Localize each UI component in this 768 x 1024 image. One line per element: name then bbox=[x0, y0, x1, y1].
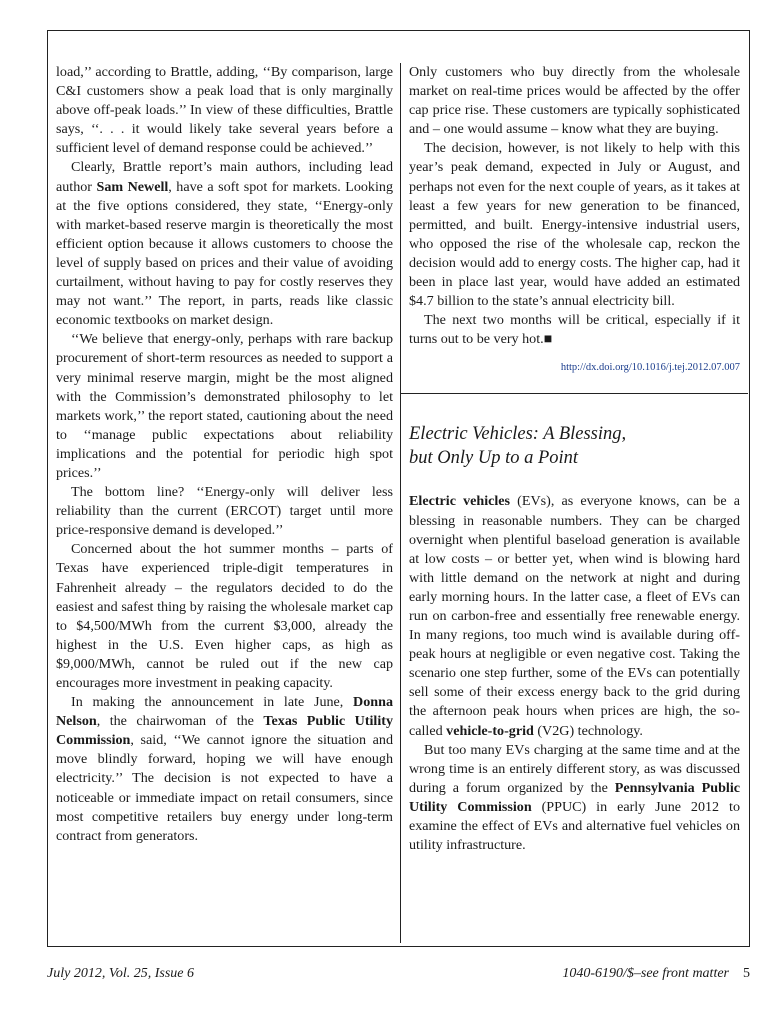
text-run: In making the announcement in late June, bbox=[71, 694, 354, 711]
paragraph bbox=[56, 483, 393, 540]
footer-issn: 1040-6190/$–see front matter bbox=[562, 966, 729, 981]
right-column bbox=[409, 63, 740, 855]
bold-text: Sam Newell bbox=[96, 178, 169, 195]
paragraph bbox=[409, 139, 740, 311]
text-run: (V2G) technology. bbox=[533, 722, 643, 739]
paragraph bbox=[56, 158, 393, 330]
left-column bbox=[56, 63, 393, 846]
section-title-line2: but Only Up to a Point bbox=[409, 448, 579, 469]
paragraph bbox=[409, 63, 740, 139]
footer-issue: July 2012, Vol. 25, Issue 6 bbox=[47, 966, 194, 981]
page-number: 5 bbox=[743, 966, 750, 981]
section-title-line1: Electric Vehicles: A Blessing, bbox=[409, 424, 627, 445]
bold-text: Donna Nelson bbox=[56, 694, 393, 730]
paragraph bbox=[409, 492, 740, 740]
right-column-top bbox=[409, 63, 740, 349]
bold-text: vehicle-to-grid bbox=[446, 722, 534, 739]
text-run: The bottom line? ‘‘Energy-only will deliver less reliability than the current (ERCOT) target until more price-responsive demand is developed.’’ bbox=[56, 484, 393, 539]
bold-text: Pennsylvania Public Utility Commission bbox=[409, 779, 740, 815]
text-run: (PPUC) in early June 2012 to examine the effect of EVs and alternative fuel vehicles on utility infrastructure. bbox=[409, 798, 740, 854]
bold-text: Electric vehicles bbox=[409, 493, 511, 510]
text-run: ■ bbox=[543, 331, 553, 348]
text-run: , the chairwoman of the bbox=[96, 713, 264, 730]
text-run: ‘‘We believe that energy-only, perhaps with rare backup procurement of short-term resources as needed to support a very minimal reserve margin, might be the most aligned with the Commission’s demonstrated philosophy to let markets work,’’ the report stated, cautioning about the need to ‘‘manage public expectations about reliability implications and the potential for periodic high spot prices.’’ bbox=[56, 331, 393, 481]
column-divider bbox=[400, 63, 401, 943]
paragraph bbox=[56, 540, 393, 693]
bold-text: Texas Public Utility Commission bbox=[56, 713, 393, 749]
page-frame bbox=[47, 30, 750, 947]
text-run: , have a soft spot for markets. Looking at the five options considered, they state, ‘‘Energy-only with market-based reserve margin is theoretically the most efficient option because it allows customers to choose the level of supply based on prices and their value of avoiding curtailment, without having to pay for costly reserves they may not want.’’ The report, in parts, reads like classic economic textbooks on market design. bbox=[56, 178, 393, 329]
text-run: The decision, however, is not likely to help with this year’s peak demand, expected in July or August, and perhaps not even for the next couple of years, as it takes at least a few years for new generation to be financed, permitted, and built. Energy-intensive industrial users, who opposed the rise of the wholesale cap, reckon the decision would add to energy costs. The higher cap, had it been in place last year, would have added an estimated $4.7 billion to the state’s annual electricity bill. bbox=[409, 140, 740, 310]
paragraph bbox=[56, 330, 393, 483]
text-run: (EVs), as everyone knows, can be a blessing in reasonable numbers. They can be charged overnight when plentiful baseload generation is available at low costs – or better yet, when wind is blowing hard with little demand on the network at night and during early morning hours. In the latter case, a fleet of EVs can run on carbon-free and essentially free renewable energy. In many regions, too much wind is available during off-peak hours at negligible or even negative cost. Taking the scenario one step further, some of the EVs can potentially sell some of their excess energy back to the grid during the afternoon peak hours when prices are high, the so-called bbox=[409, 493, 740, 739]
text-run: The next two months will be critical, especially if it turns out to be very hot. bbox=[409, 312, 740, 348]
doi-link[interactable]: http://dx.doi.org/10.1016/j.tej.2012.07.007 bbox=[560, 362, 740, 374]
text-run: But too many EVs charging at the same time and at the wrong time is an entirely different story, as was discussed during a forum organized by the bbox=[409, 741, 740, 796]
footer-right bbox=[562, 966, 750, 982]
text-run: Only customers who buy directly from the wholesale market on real-time prices would be affected by the offer cap price rise. These customers are typically sophisticated and – one would assume – know what they are buying. bbox=[409, 64, 740, 138]
paragraph bbox=[409, 311, 740, 349]
paragraph bbox=[56, 63, 393, 158]
paragraph bbox=[409, 741, 740, 856]
text-run: Concerned about the hot summer months – parts of Texas have experienced triple-digit temperatures in Fahrenheit already – the regulators decided to do the easiest and safest thing by raising the wholesale market cap to $4,500/MWh from the current $3,000, already the highest in the U.S. Even higher caps, as high as $9,000/MWh, cannot be ruled out if the new cap encourages more investment in peaking capacity. bbox=[56, 541, 393, 691]
text-run: load,’’ according to Brattle, adding, ‘‘By comparison, large C&I customers show a peak load that is only marginally above off-peak loads.’’ In view of these difficulties, Brattle says, ‘‘. . . it would likely take several years before a sufficient level of demand response could be achieved.’’ bbox=[56, 64, 393, 157]
section-divider bbox=[401, 393, 748, 394]
text-run: Clearly, Brattle report’s main authors, including lead author bbox=[56, 159, 393, 195]
right-column-bottom bbox=[409, 492, 740, 855]
section-title bbox=[409, 422, 740, 470]
text-run: , said, ‘‘We cannot ignore the situation and move blindly forward, hoping we will have enough electricity.’’ The decision is not expected to have a noticeable or immediate impact on retail consumers, since most competitive retailers buy energy under long-term contract from generators. bbox=[56, 732, 393, 844]
paragraph bbox=[56, 693, 393, 846]
